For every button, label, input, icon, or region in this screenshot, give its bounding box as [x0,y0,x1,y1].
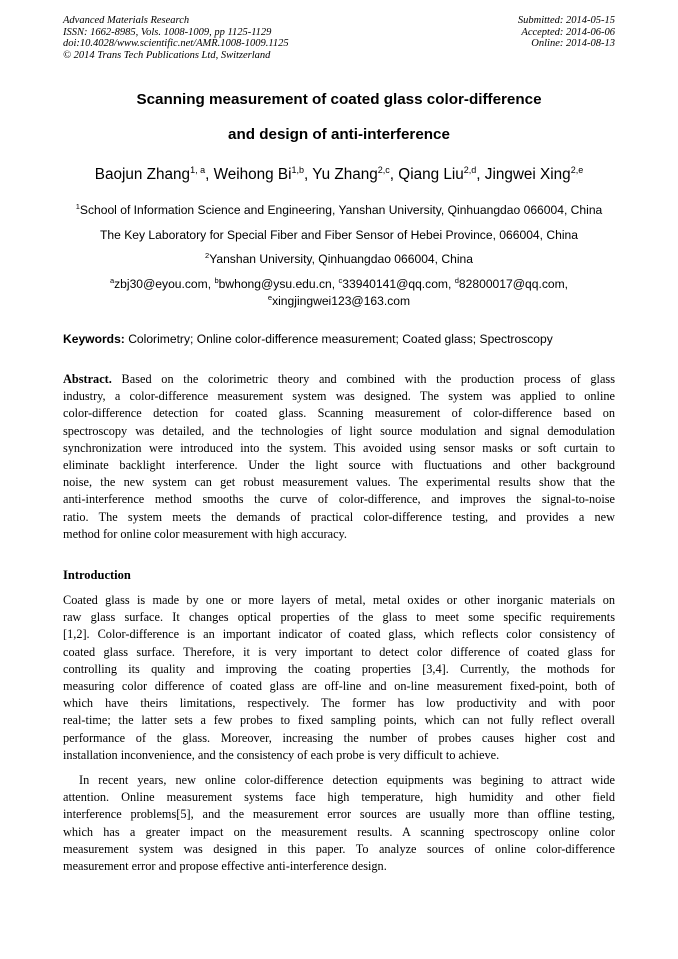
author-sup: 2,d [463,165,477,175]
submission-dates [518,15,615,50]
paper-title-line-1: Scanning measurement of coated glass color-difference [136,91,542,108]
email-link[interactable]: bwhong@ysu.edu.cn [218,277,332,291]
paragraph-line: In recent years, new online color-difference detection equipments was begining to attract wide [79,773,615,787]
email-link[interactable]: xingjingwei123@163.com [272,294,411,308]
keywords [63,332,615,346]
section-heading-introduction: Introduction [63,568,131,582]
paragraph-line: measurement error and propose effective anti-interference design. [63,859,387,874]
email-sup: b [214,276,219,285]
affiliation-text: The Key Laboratory for Special Fiber and Fiber Sensor of Hebei Province, 066004, China [100,228,578,242]
paper-title-line-2: and design of anti-interference [228,126,450,143]
affiliation-text: Yanshan University, Qinhuangdao 066004, China [209,252,473,266]
introduction-paragraph-1 [63,592,615,764]
author-name: Weihong Bi [213,166,292,183]
affiliation-1 [0,203,678,217]
author-sup: 1, a [190,165,206,175]
email-sup: d [454,276,459,285]
affiliation-2 [0,228,678,242]
author-name: Qiang Liu [398,166,464,183]
affiliation-3 [0,252,678,266]
paragraph-line: installation inconvenience, and the consistency of each probe is very difficult to achieve. [63,747,500,762]
author-sup: 2,e [570,165,584,175]
author-list: Baojun Zhang$^{1, a}$, Weihong Bi$^{1,b}$, Yu Zhang$^{2,c}$, Qiang Liu$^{2,d}$, Jingwei Xing$^{2,e}$ [94,165,584,183]
paragraph-line: real-time; the latter sets a few probes to fixed sampling points, which can not fully reflect overall [63,713,615,728]
journal-doi: doi:10.4028/www.scientific.net/AMR.1008-1009.1125 [63,38,289,49]
keywords-label: Keywords: [63,332,125,346]
introduction-paragraph-2 [63,772,615,875]
abstract-line [63,371,615,388]
author-name: Yu Zhang [312,166,378,183]
journal-copyright: © 2014 Trans Tech Publications Ltd, Switzerland [63,49,271,61]
journal-name: Advanced Materials Research [63,15,190,26]
journal-info [63,15,289,61]
abstract-line: industry, a color-difference measurement system was designed. The system was applied to online [63,389,615,404]
affiliation-text: School of Information Science and Engineering, Yanshan University, Qinhuangdao 066004, China [79,203,603,217]
abstract-line: eliminate backlight interference. Under the light source with fluctuations and other background [63,458,615,473]
abstract-line: synchronization were introduced into the system. This avoided using sensor masks or soft curtain to [63,440,615,455]
paragraph-line: [1,2]. Color-difference is an important indicator of coated glass, which reflects color consistency of [63,627,615,642]
author-sup: 2,c [377,165,390,175]
author-sup: 1,b [291,165,305,175]
abstract-line: noise, the new system can get robust measurement values. The experimental results show that the [63,475,615,490]
submitted-date: Submitted: 2014-05-15 [517,15,615,26]
email-sup: a [109,276,115,285]
paragraph-line: controlling its quality and improving the coating properties [3,4]. Currently, the mothods for [63,661,615,676]
paragraph-line: performance of the glass. Moreover, increasing the number of probes causes higher cost and [63,730,615,745]
abstract-line: method for online color measurement with high accuracy. [63,526,347,541]
email-sup: e [267,293,273,302]
abstract-line: anti-interference method smooths the curve of color-difference, and improves the signal-to-noise [63,492,615,507]
abstract [63,371,615,543]
abstract-label: Abstract. [63,372,112,386]
journal-issn: ISSN: 1662-8985, Vols. 1008-1009, pp 1125-1129 [63,26,272,38]
affiliation-sup: 1 [75,202,80,211]
paragraph-line: Coated glass is made by one or more layers of metal, metal oxides or other inorganic materials on [63,593,615,607]
email-list: $^a$zbj30@eyou.com, $^b$bwhong@ysu.edu.cn, $^c$33940141@qq.com, $^d$82800017@qq.com, [109,276,569,291]
email-link[interactable]: zbj30@eyou.com [114,277,208,291]
paragraph-line: raw glass surface. It changes optical properties of the glass to meet some specific requirements [63,610,615,625]
paragraph-line: which has a greater impact on the measurement results. A scanning spectroscopy online color [63,824,615,839]
email-link[interactable]: 82800017@qq.com [458,277,565,291]
email-sup: c [338,276,343,285]
email-link[interactable]: 33940141@qq.com [342,277,449,291]
paragraph-line: coated glass surface. Therefore, it is very important to detect color difference of coated glass for [63,644,615,659]
online-date: Online: 2014-08-13 [531,38,615,49]
abstract-line: color-difference detection for coated glass. Scanning measurement of color-difference based on [63,406,615,421]
abstract-text: Based on the colorimetric theory and combined with the production process of glass [111,372,615,386]
paragraph-line: measuring color difference of coated glass are off-line and on-line measurement fixed-point, both of [63,679,615,694]
paragraph-line: attention. Online measurement systems face high temperature, high humidity and other field [63,790,615,805]
keywords-text: Colorimetry; Online color-difference measurement; Coated glass; Spectroscopy [124,332,553,346]
paragraph-line: which have theirs limitations, respectively. The former has low productivity and with poor [63,696,615,711]
author-name: Baojun Zhang [94,166,191,183]
abstract-line: ratio. The system meets the demands of practical color-difference testing, and provides a new [63,509,615,524]
abstract-line: spectroscopy was detailed, and the technologies of light source modulation and signal demodulation [63,423,615,438]
affiliation-sup: 2 [205,251,210,260]
paragraph-line: measurement system was designed in this paper. To analyze sources of online color-difference [63,841,615,856]
paragraph-line: interference problems[5], and the measurement error sources are usually more than offline testing, [63,807,615,822]
accepted-date: Accepted: 2014-06-06 [521,26,615,38]
email-list-line-2 [0,294,678,308]
author-name: Jingwei Xing [484,166,571,183]
